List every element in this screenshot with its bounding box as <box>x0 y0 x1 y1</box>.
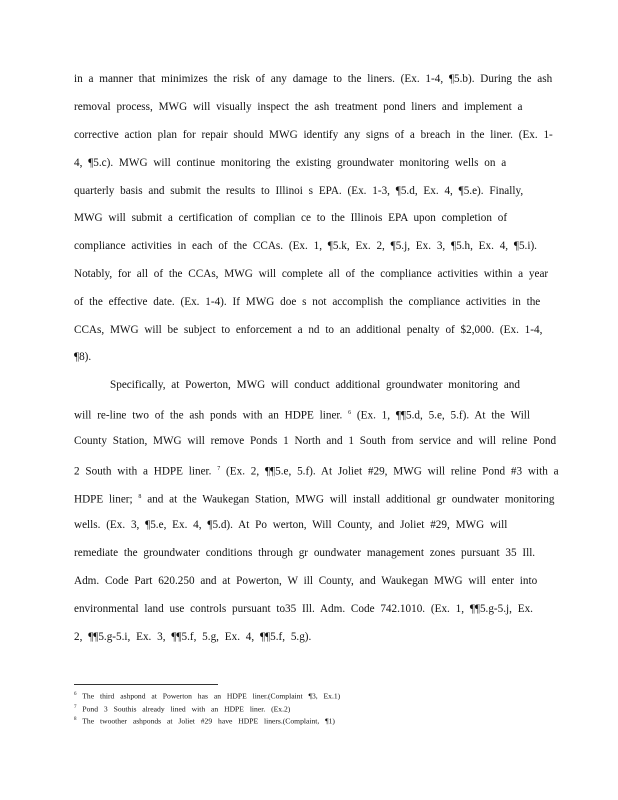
footnote-mark-7: 7 <box>217 466 221 472</box>
body-line: of the effective date. (Ex. 1-4). If MWG doe s not accomplish the compliance activities in the <box>74 296 541 308</box>
body-line: CCAs, MWG will be subject to enforcement a nd to an additional penalty of $2,000. (Ex. 1-4, <box>74 324 543 336</box>
body-line: environmental land use controls pursuant to35 Ill. Adm. Code 742.1010. (Ex. 1, ¶¶5.g-5.j, Ex. <box>74 603 533 615</box>
footnote-8-text: The twoother ashponds at Joliet #29 have HDPE liners.(Complaint, ¶1) <box>82 716 335 726</box>
body-text: HDPE liner; <box>74 493 133 506</box>
footnote-divider <box>74 684 218 685</box>
body-line: Notably, for all of the CCAs, MWG will complete all of the compliance activities within a year <box>74 268 549 280</box>
body-line: compliance activities in each of the CCAs. (Ex. 1, ¶5.k, Ex. 2, ¶5.j, Ex. 3, ¶5.h, Ex. 4, ¶5.i). <box>74 240 537 252</box>
footnote-7-text: Pond 3 Southis already lined with an HDPE liner. (Ex.2) <box>82 704 291 714</box>
footnote-6 <box>74 690 340 701</box>
footnote-8 <box>74 715 335 726</box>
footnote-mark-8: 8 <box>138 494 142 500</box>
body-line: wells. (Ex. 3, ¶5.e, Ex. 4, ¶5.d). At Po werton, Will County, and Joliet #29, MWG will <box>74 519 508 531</box>
body-line: County Station, MWG will remove Ponds 1 North and 1 South from service and will reline Pond <box>74 435 557 447</box>
footnote-8-mark: 8 <box>74 717 77 722</box>
body-line: removal process, MWG will visually inspect the ash treatment pond liners and implement a <box>74 101 523 113</box>
body-text: (Ex. 1, ¶¶5.d, 5.e, 5.f). At the Will <box>356 409 531 422</box>
body-line: 4, ¶5.c). MWG will continue monitoring the existing groundwater monitoring wells on a <box>74 157 507 169</box>
body-line: 2, ¶¶5.g-5.i, Ex. 3, ¶¶5.f, 5.g, Ex. 4, ¶¶5.f, 5.g). <box>74 631 312 643</box>
footnote-6-text: The third ashpond at Powerton has an HDPE liner.(Complaint ¶3, Ex.1) <box>82 691 341 701</box>
body-line: in a manner that minimizes the risk of any damage to the liners. (Ex. 1-4, ¶5.b). During the ash <box>74 73 553 85</box>
body-text: and at the Waukegan Station, MWG will install additional gr oundwater monitoring <box>147 493 555 506</box>
body-text: (Ex. 2, ¶¶5.e, 5.f). At Joliet #29, MWG will reline Pond #3 with a <box>226 465 559 478</box>
body-line-with-footnote <box>74 462 559 479</box>
footnote-6-mark: 6 <box>74 692 77 697</box>
body-line-with-footnote <box>74 490 555 507</box>
body-text: 2 South with a HDPE liner. <box>74 465 212 478</box>
paragraph-start-line: Specifically, at Powerton, MWG will conduct additional groundwater monitoring and <box>110 379 520 391</box>
footnote-7-mark: 7 <box>74 705 77 710</box>
body-line: corrective action plan for repair should MWG identify any signs of a breach in the liner. (Ex. 1- <box>74 129 553 141</box>
body-line: Adm. Code Part 620.250 and at Powerton, W ill County, and Waukegan MWG will enter into <box>74 575 538 587</box>
body-line: remediate the groundwater conditions through gr oundwater management zones pursuant 35 Ill. <box>74 547 536 559</box>
body-line-with-footnote <box>74 406 536 423</box>
body-text: will re-line two of the ash ponds with an HDPE liner. <box>74 409 343 422</box>
body-line: MWG will submit a certification of complian ce to the Illinois EPA upon completion of <box>74 212 508 224</box>
footnote-mark-6: 6 <box>348 410 352 416</box>
body-line: ¶8). <box>74 351 92 363</box>
body-line: quarterly basis and submit the results to Illinoi s EPA. (Ex. 1-3, ¶5.d, Ex. 4, ¶5.e). Finally, <box>74 185 524 197</box>
footnote-7 <box>74 703 290 714</box>
